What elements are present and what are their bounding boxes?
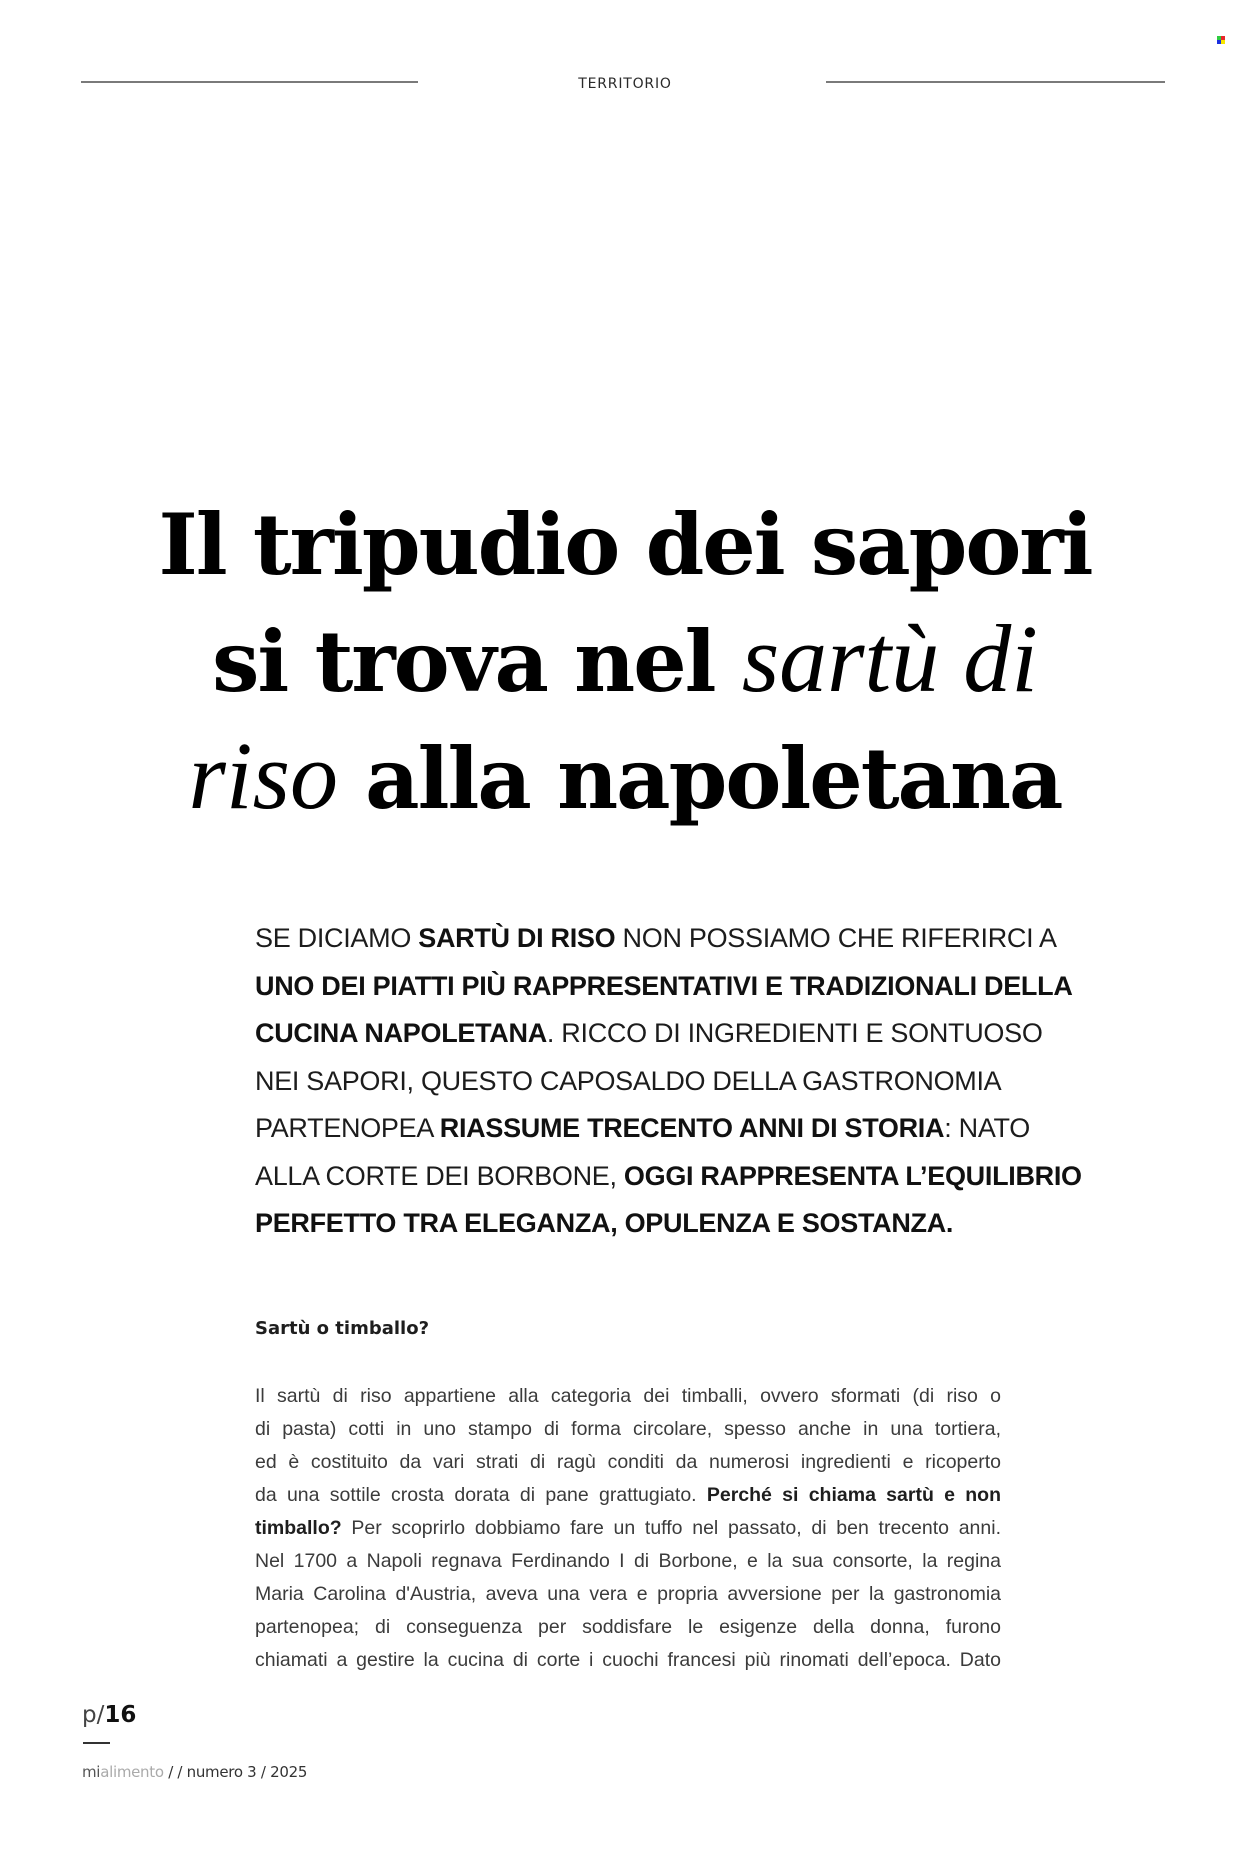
body-line: [255, 1380, 1001, 1413]
bold-text: OGGI RAPPRESENTA L’EQUILIBRIO: [623, 1160, 1082, 1191]
text: ed è costituito da vari strati di ragù conditi da numerosi ingredienti e ricoperto: [255, 1451, 1001, 1473]
page-prefix: p/: [82, 1702, 105, 1728]
body-line: [255, 1479, 1001, 1512]
bold-text: timballo?: [255, 1517, 342, 1539]
title-line-3-italic: riso: [188, 722, 338, 829]
lede-line: [255, 1153, 1082, 1201]
bold-text: PERFETTO TRA ELEGANZA, OPULENZA E SOSTANZA.: [255, 1208, 954, 1238]
title-line-2-plain: si trova nel: [212, 612, 742, 711]
text: ALLA CORTE DEI BORBONE,: [255, 1160, 624, 1191]
page-number: [82, 1702, 136, 1728]
text: Nel 1700 a Napoli regnava Ferdinando I di Borbone, e la sua consorte, la regina: [255, 1550, 1001, 1572]
title-line-2-italic: sartù di: [741, 605, 1038, 712]
body-line: [255, 1545, 1001, 1578]
logo-square-yellow: [1221, 40, 1225, 44]
title-line-2: [100, 602, 1150, 719]
brand-mi: mi: [82, 1763, 101, 1781]
lede-line: [255, 1058, 1001, 1106]
article-title: [100, 488, 1150, 836]
text: da una sottile crosta dorata di pane grattugiato.: [255, 1484, 707, 1506]
text: Per scoprirlo dobbiamo fare un tuffo nel passato, di ben trecento anni.: [341, 1517, 1001, 1539]
body-line: [255, 1512, 1001, 1545]
issue-info: / / numero 3 / 2025: [163, 1763, 308, 1781]
text: NON POSSIAMO CHE RIFERIRCI A: [615, 923, 1057, 953]
footer-rule: [83, 1742, 110, 1744]
text: . RICCO DI INGREDIENTI E SONTUOSO: [546, 1018, 1043, 1048]
page-number-value: 16: [104, 1702, 137, 1728]
title-line-1: Il tripudio dei sapori: [158, 495, 1092, 594]
text: NEI SAPORI, QUESTO CAPOSALDO DELLA GASTRONOMIA: [255, 1065, 1002, 1096]
title-line-3-plain: alla napoletana: [337, 729, 1062, 828]
text: di pasta) cotti in uno stampo di forma circolare, spesso anche in una tortiera,: [255, 1418, 1001, 1440]
text: Il sartù di riso appartiene alla categoria dei timballi, ovvero sformati (di riso o: [255, 1385, 1001, 1407]
bold-text: UNO DEI PIATTI PIÙ RAPPRESENTATIVI E TRADIZIONALI DELLA: [255, 970, 1073, 1001]
brand-logo-icon: [1217, 36, 1226, 45]
body-line: [255, 1578, 1001, 1611]
header-rule-right: [826, 81, 1165, 83]
article-body: [255, 1380, 1001, 1677]
body-line: [255, 1611, 1001, 1644]
brand-alimento: alimento: [100, 1763, 164, 1781]
title-line-3: [100, 719, 1150, 836]
bold-text: SARTÙ DI RISO: [418, 923, 616, 953]
section-label: TERRITORIO: [578, 76, 672, 92]
body-line: [255, 1644, 1001, 1677]
body-line: [255, 1413, 1001, 1446]
text: SE DICIAMO: [255, 923, 419, 953]
bold-text: RIASSUME TRECENTO ANNI DI STORIA: [439, 1113, 945, 1143]
text: : NATO: [944, 1113, 1030, 1143]
text: Maria Carolina d'Austria, aveva una vera e propria avversione per la gastronomia: [255, 1583, 1001, 1605]
lede-line: [255, 963, 1073, 1011]
header-rule-left: [81, 81, 418, 83]
lede-line: [255, 915, 1057, 963]
lede-line: [255, 1200, 1001, 1248]
bold-text: Perché si chiama sartù e non: [706, 1484, 1001, 1506]
bold-text: CUCINA NAPOLETANA: [255, 1018, 547, 1048]
text: PARTENOPEA: [255, 1113, 440, 1143]
lede-line: [255, 1105, 1030, 1153]
body-line: [255, 1446, 1001, 1479]
lede-line: [255, 1010, 1043, 1058]
text: chiamati a gestire la cucina di corte i cuochi francesi più rinomati dell’epoca. Dato: [255, 1649, 1001, 1671]
article-lede: [255, 915, 1082, 1248]
text: partenopea; di conseguenza per soddisfare le esigenze della donna, furono: [255, 1616, 1001, 1638]
section-subheading: Sartù o timballo?: [255, 1318, 430, 1339]
footer-publication: [82, 1763, 307, 1781]
